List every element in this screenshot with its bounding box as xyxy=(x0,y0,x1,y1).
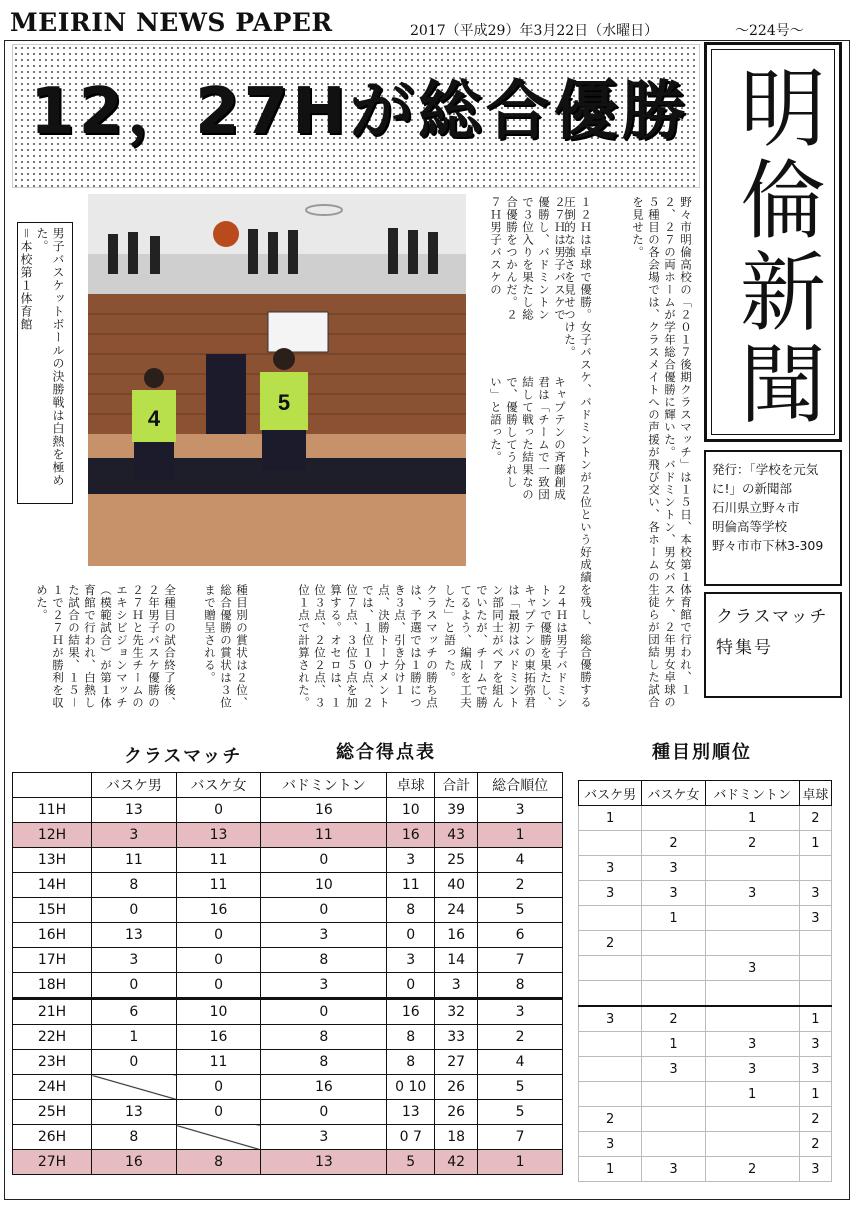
score-cell: 5 xyxy=(478,1100,563,1125)
score-cell: 0 xyxy=(176,973,261,999)
score-cell: 3 xyxy=(478,999,563,1025)
rank-cell: 1 xyxy=(579,806,642,831)
rank-table xyxy=(578,780,832,1182)
rank-cell xyxy=(799,931,831,956)
class-cell: 26H xyxy=(13,1125,92,1150)
rank-cell xyxy=(579,1082,642,1107)
basketball-photo-illustration xyxy=(88,194,466,566)
article-col-4: キャプテンの斉藤創成君は「チームで一致団結して戦った結果なので、優勝してうれしい」と語った。 xyxy=(489,376,567,501)
rank-cell: 1 xyxy=(799,1082,831,1107)
score-cell: 5 xyxy=(387,1150,435,1175)
rank-table-header xyxy=(579,781,832,806)
score-cell: 0 xyxy=(176,948,261,973)
rank-cell xyxy=(642,1132,705,1157)
score-cell: 0 xyxy=(387,923,435,948)
rank-cell: 2 xyxy=(642,1006,705,1032)
rank-cell: 1 xyxy=(579,1157,642,1182)
rank-row xyxy=(579,1082,832,1107)
score-cell: 0 xyxy=(261,1100,387,1125)
rank-row xyxy=(579,1107,832,1132)
photo-caption-box xyxy=(17,222,73,504)
score-cell: 11 xyxy=(92,848,177,873)
score-row xyxy=(13,823,563,848)
score-cell: 4 xyxy=(478,848,563,873)
score-cell: 26 xyxy=(435,1100,478,1125)
rank-cell: 3 xyxy=(642,1057,705,1082)
rank-row xyxy=(579,931,832,956)
score-cell: 10 xyxy=(387,798,435,823)
score-cell: 3 xyxy=(387,948,435,973)
score-cell: 7 xyxy=(478,948,563,973)
score-cell: 3 xyxy=(92,823,177,848)
score-row xyxy=(13,873,563,898)
class-cell: 11H xyxy=(13,798,92,823)
rank-row xyxy=(579,856,832,881)
score-row xyxy=(13,973,563,999)
score-cell: 39 xyxy=(435,798,478,823)
score-cell: 1 xyxy=(92,1025,177,1050)
rank-cell: 2 xyxy=(799,1132,831,1157)
score-cell: 0 7 xyxy=(387,1125,435,1150)
class-cell: 21H xyxy=(13,999,92,1025)
score-cell: 5 xyxy=(478,898,563,923)
class-cell: 22H xyxy=(13,1025,92,1050)
score-cell: 10 xyxy=(176,999,261,1025)
rank-table-body xyxy=(579,806,832,1182)
rank-cell: 3 xyxy=(705,956,799,981)
article-col-5: ２４Ｈは男子バドミントンで優勝を果たし、キャプテンの東拓弥君は「最初はバドミントン部同士がペアを組んでいたが、チームで勝てるよう、編成を工夫した」と語った。 xyxy=(443,584,569,709)
rank-cell: 3 xyxy=(642,856,705,881)
score-row xyxy=(13,1150,563,1175)
score-cell: 0 xyxy=(176,1100,261,1125)
score-cell: 0 10 xyxy=(387,1075,435,1100)
score-row xyxy=(13,898,563,923)
jersey-number-5: 5 xyxy=(277,390,291,415)
rank-cell: 2 xyxy=(799,806,831,831)
class-cell: 18H xyxy=(13,973,92,999)
score-cell: 8 xyxy=(387,1050,435,1075)
class-cell: 17H xyxy=(13,948,92,973)
rank-row xyxy=(579,981,832,1007)
score-cell: 13 xyxy=(92,798,177,823)
rank-cell: 3 xyxy=(579,856,642,881)
class-cell: 16H xyxy=(13,923,92,948)
rank-cell: 2 xyxy=(579,1107,642,1132)
score-row xyxy=(13,1125,563,1150)
rank-row xyxy=(579,1032,832,1057)
rank-row xyxy=(579,831,832,856)
rank-cell xyxy=(705,1132,799,1157)
score-cell: 0 xyxy=(92,973,177,999)
score-row xyxy=(13,948,563,973)
score-cell: 7 xyxy=(478,1125,563,1150)
rank-cell xyxy=(799,856,831,881)
score-cell: 11 xyxy=(261,823,387,848)
score-cell: 13 xyxy=(92,923,177,948)
score-cell: 24 xyxy=(435,898,478,923)
rank-cell: 3 xyxy=(799,1057,831,1082)
basketball-photo xyxy=(88,194,466,566)
publisher-line-4: 野々市市下林3-309 xyxy=(712,538,824,553)
score-cell: 0 xyxy=(92,898,177,923)
score-row xyxy=(13,1100,563,1125)
rank-row xyxy=(579,1132,832,1157)
masthead-title: MEIRIN NEWS PAPER xyxy=(10,8,333,37)
score-cell: 1 xyxy=(478,823,563,848)
rank-cell xyxy=(579,1057,642,1082)
score-cell: 6 xyxy=(478,923,563,948)
article-col-6: クラスマッチの勝ち点は、予選では１勝につき３点、引き分け１点、決勝トーナメントでは、１位１０点、２位７点、３位５点を加算する。オセロは、１位３点、２位２点、３位１点で計算された。 xyxy=(297,584,439,709)
score-header-cell: 合計 xyxy=(435,773,478,798)
score-cell: 18 xyxy=(435,1125,478,1150)
publisher-line-3: 明倫高等学校 xyxy=(712,519,788,534)
rank-cell: 1 xyxy=(642,906,705,931)
class-cell: 13H xyxy=(13,848,92,873)
article-col-3: ２７Ｈは男子バスケで優勝し、バドミントンで３位入りを果たし総合優勝をつかんだ。２７Ｈ男子バスケの xyxy=(489,196,567,321)
score-cell: 0 xyxy=(387,973,435,999)
rank-cell xyxy=(705,906,799,931)
score-cell: 8 xyxy=(92,873,177,898)
rank-cell xyxy=(705,981,799,1007)
score-cell: 8 xyxy=(92,1125,177,1150)
rank-cell: 3 xyxy=(799,881,831,906)
score-cell: 32 xyxy=(435,999,478,1025)
score-cell: 0 xyxy=(261,848,387,873)
class-cell: 25H xyxy=(13,1100,92,1125)
rank-row xyxy=(579,881,832,906)
rank-cell xyxy=(579,981,642,1007)
rank-row xyxy=(579,806,832,831)
score-cell: 3 xyxy=(261,923,387,948)
rank-cell: 1 xyxy=(705,1082,799,1107)
score-cell: 8 xyxy=(176,1150,261,1175)
rank-header-cell: バスケ男 xyxy=(579,781,642,806)
rank-cell: 2 xyxy=(579,931,642,956)
score-cell: 26 xyxy=(435,1075,478,1100)
rank-cell xyxy=(705,856,799,881)
class-cell: 27H xyxy=(13,1150,92,1175)
score-table xyxy=(12,772,563,1175)
rank-cell: 3 xyxy=(799,1032,831,1057)
rank-cell: 1 xyxy=(705,806,799,831)
rank-cell: 2 xyxy=(705,831,799,856)
score-cell: 6 xyxy=(92,999,177,1025)
class-cell: 15H xyxy=(13,898,92,923)
rank-cell xyxy=(642,931,705,956)
score-cell: 11 xyxy=(387,873,435,898)
rank-row xyxy=(579,1006,832,1032)
article-col-1: 野々市明倫高校の「２０１７後期クラスマッチ」は１５日、本校第１体育館で行われ、１２、２７の両ホームが学年総合優勝に輝いた。バドミントン、男女バスケ、２年男女卓球の５種目の各会場では、クラスメイトへの声援が飛び交い、各ホームの生徒らが団結した試合を見せた。 xyxy=(631,196,693,709)
score-row xyxy=(13,798,563,823)
rank-cell xyxy=(705,1006,799,1032)
paper-title: 明倫新聞 xyxy=(725,63,825,431)
score-cell: 16 xyxy=(435,923,478,948)
class-cell: 14H xyxy=(13,873,92,898)
rank-cell: 3 xyxy=(799,1157,831,1182)
score-cell: 4 xyxy=(478,1050,563,1075)
score-cell: 3 xyxy=(92,948,177,973)
rank-cell: 3 xyxy=(705,881,799,906)
rank-cell: 2 xyxy=(642,831,705,856)
total-score-title: 総合得点表 xyxy=(336,742,436,763)
score-cell: 42 xyxy=(435,1150,478,1175)
score-cell: 0 xyxy=(261,898,387,923)
rank-cell: 1 xyxy=(642,1032,705,1057)
special-issue-box: クラスマッチ特集号 xyxy=(704,592,842,698)
rank-row xyxy=(579,956,832,981)
rank-cell xyxy=(642,981,705,1007)
score-cell: 0 xyxy=(261,999,387,1025)
rank-header-cell: バスケ女 xyxy=(642,781,705,806)
score-cell: 16 xyxy=(176,1025,261,1050)
score-row xyxy=(13,1025,563,1050)
issue-date: 2017（平成29）年3月22日（水曜日） xyxy=(410,23,659,39)
rank-cell: 3 xyxy=(705,1032,799,1057)
article-col-8: 全種目の試合終了後、２年男子バスケ優勝の２７Ｈと先生チームのエキシビジョンマッチ（模範試合）が第１体育館で行われ、白熱した試合の結果、１５－１で２７Ｈが勝利を収めた。 xyxy=(35,584,177,709)
jersey-number-4: 4 xyxy=(147,406,161,431)
score-row xyxy=(13,923,563,948)
score-cell: 16 xyxy=(92,1150,177,1175)
rank-cell: 3 xyxy=(799,906,831,931)
rank-cell xyxy=(579,1032,642,1057)
score-cell: 0 xyxy=(176,923,261,948)
rank-cell xyxy=(642,806,705,831)
score-table-header xyxy=(13,773,563,798)
rank-row xyxy=(579,1057,832,1082)
score-table-corner xyxy=(13,773,92,798)
score-cell: 13 xyxy=(387,1100,435,1125)
score-cell: 1 xyxy=(478,1150,563,1175)
score-cell: 13 xyxy=(92,1100,177,1125)
score-header-cell: 卓球 xyxy=(387,773,435,798)
classmatch-title: クラスマッチ xyxy=(124,746,243,767)
score-header-cell: バスケ女 xyxy=(176,773,261,798)
score-cell: 43 xyxy=(435,823,478,848)
score-cell: 10 xyxy=(261,873,387,898)
score-cell: 5 xyxy=(478,1075,563,1100)
rank-cell: 3 xyxy=(642,1157,705,1182)
class-cell: 23H xyxy=(13,1050,92,1075)
score-cell: 0 xyxy=(176,798,261,823)
score-header-cell: バドミントン xyxy=(261,773,387,798)
rank-cell: 2 xyxy=(705,1157,799,1182)
score-cell: 8 xyxy=(387,1025,435,1050)
score-cell: 3 xyxy=(387,848,435,873)
score-cell: 8 xyxy=(261,1050,387,1075)
rank-cell xyxy=(579,956,642,981)
paper-title-box xyxy=(704,42,842,442)
score-cell: 0 xyxy=(176,1075,261,1100)
score-cell: 0 xyxy=(92,1050,177,1075)
rank-cell: 3 xyxy=(579,1132,642,1157)
publisher-box xyxy=(704,450,842,586)
rank-cell: 3 xyxy=(642,881,705,906)
score-cell: 16 xyxy=(176,898,261,923)
score-cell: 11 xyxy=(176,873,261,898)
rank-cell: 1 xyxy=(799,831,831,856)
score-header-cell: 総合順位 xyxy=(478,773,563,798)
score-cell xyxy=(176,1125,261,1150)
rank-cell: 3 xyxy=(705,1057,799,1082)
score-cell: 16 xyxy=(387,999,435,1025)
score-cell: 8 xyxy=(261,1025,387,1050)
score-row xyxy=(13,848,563,873)
publisher-line-2: 石川県立野々市 xyxy=(712,500,800,515)
rank-header-cell: バドミントン xyxy=(705,781,799,806)
issue-number: ～224号～ xyxy=(735,23,804,39)
score-cell: 3 xyxy=(478,798,563,823)
rank-cell xyxy=(579,831,642,856)
score-cell: 16 xyxy=(261,798,387,823)
score-table-body xyxy=(13,798,563,1175)
rank-header-cell: 卓球 xyxy=(799,781,831,806)
rank-cell: 3 xyxy=(579,881,642,906)
rank-cell xyxy=(642,1082,705,1107)
score-cell: 3 xyxy=(261,1125,387,1150)
score-cell: 8 xyxy=(478,973,563,999)
score-cell: 3 xyxy=(261,973,387,999)
rank-row xyxy=(579,1157,832,1182)
score-cell: 40 xyxy=(435,873,478,898)
class-cell: 24H xyxy=(13,1075,92,1100)
score-cell: 27 xyxy=(435,1050,478,1075)
score-cell: 8 xyxy=(387,898,435,923)
score-cell: 25 xyxy=(435,848,478,873)
article-col-7: 種目別の賞状は２位、総合優勝の賞状は３位まで贈呈される。 xyxy=(203,584,249,709)
class-cell: 12H xyxy=(13,823,92,848)
rank-cell xyxy=(705,931,799,956)
score-cell xyxy=(92,1075,177,1100)
score-cell: 13 xyxy=(176,823,261,848)
headline: 12，27Hが総合優勝 xyxy=(30,75,690,149)
rank-cell xyxy=(799,956,831,981)
score-cell: 16 xyxy=(261,1075,387,1100)
rank-cell xyxy=(579,906,642,931)
rank-row xyxy=(579,906,832,931)
score-cell: 2 xyxy=(478,1025,563,1050)
score-cell: 33 xyxy=(435,1025,478,1050)
rank-cell: 3 xyxy=(579,1006,642,1032)
rank-cell xyxy=(705,1107,799,1132)
score-cell: 8 xyxy=(261,948,387,973)
score-cell: 11 xyxy=(176,848,261,873)
score-cell: 3 xyxy=(435,973,478,999)
rank-cell xyxy=(642,956,705,981)
rank-cell: 1 xyxy=(799,1006,831,1032)
score-row xyxy=(13,1075,563,1100)
score-cell: 11 xyxy=(176,1050,261,1075)
score-cell: 2 xyxy=(478,873,563,898)
score-cell: 16 xyxy=(387,823,435,848)
score-cell: 13 xyxy=(261,1150,387,1175)
by-event-title: 種目別順位 xyxy=(652,742,752,763)
publisher-line-1: 発行：「学校を元気に!」の新聞部 xyxy=(712,462,819,496)
rank-cell xyxy=(799,981,831,1007)
score-cell: 14 xyxy=(435,948,478,973)
photo-caption: 男子バスケットボールの決勝戦は白熱を極めた。 ＝本校第１体育館 xyxy=(19,227,65,487)
rank-cell xyxy=(642,1107,705,1132)
score-row xyxy=(13,1050,563,1075)
rank-cell: 2 xyxy=(799,1107,831,1132)
article-col-2: １２Ｈは卓球で優勝。女子バスケ、バドミントンが２位という好成績を残し、総合優勝する圧倒的な強さを見せつけた。 xyxy=(563,196,593,709)
score-row xyxy=(13,999,563,1025)
score-header-cell: バスケ男 xyxy=(92,773,177,798)
